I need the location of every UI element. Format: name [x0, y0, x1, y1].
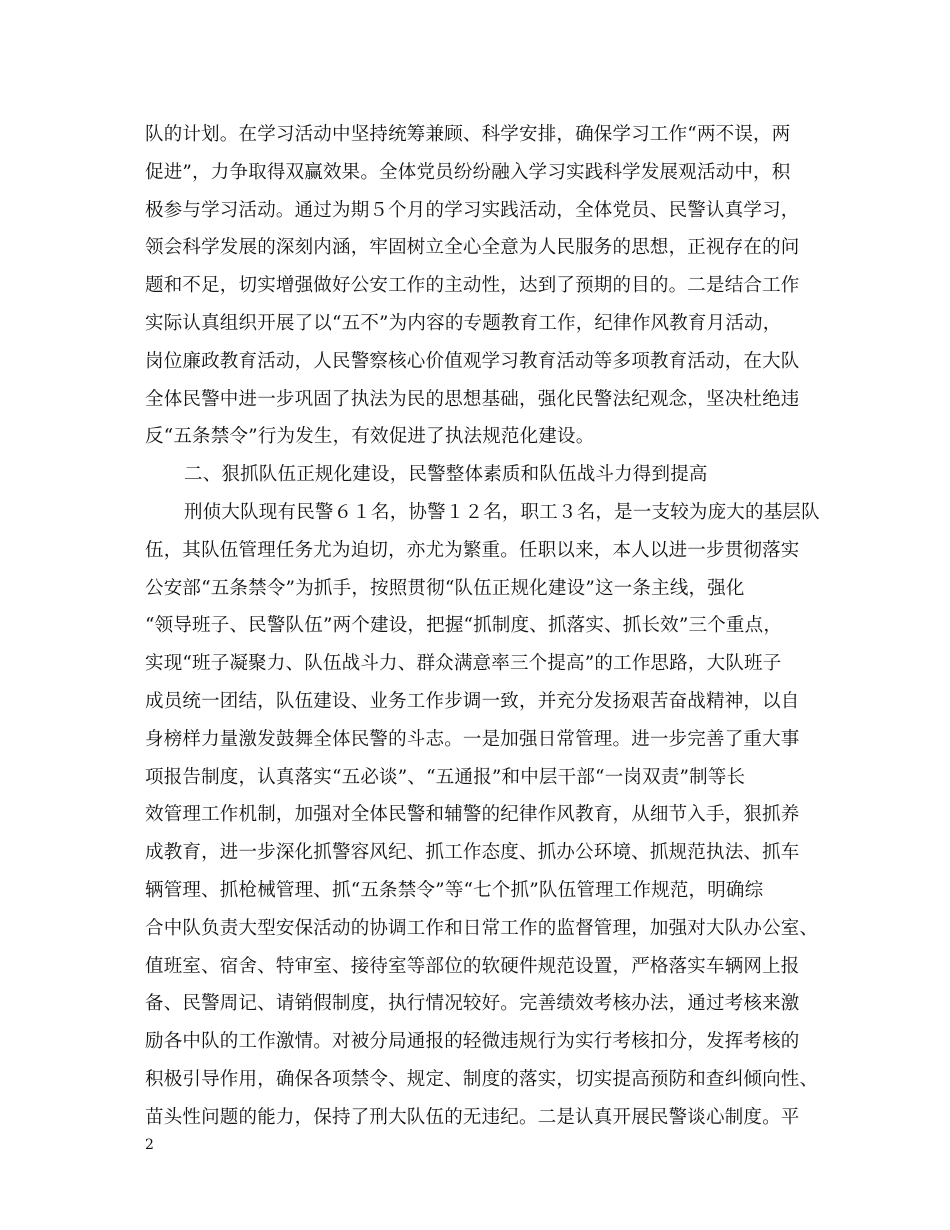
page-number: 2: [145, 1137, 154, 1153]
text-line: 值班室、宿舍、特审室、接待室等部位的软硬件规范设置，严格落实车辆网上报: [145, 955, 800, 977]
text-line: 领会科学发展的深刻内涵，牢固树立全心全意为人民服务的思想，正视存在的问: [145, 237, 800, 259]
text-line: 苗头性问题的能力，保持了刑大队伍的无违纪。二是认真开展民警谈心制度。平: [145, 1106, 800, 1128]
text-line: 励各中队的工作激情。对被分局通报的轻微违规行为实行考核扣分，发挥考核的: [145, 1031, 800, 1053]
text-line: 备、民警周记、请销假制度，执行情况较好。完善绩效考核办法，通过考核来激: [145, 993, 800, 1015]
text-line: 辆管理、抓枪械管理、抓“五条禁令”等“七个抓”队伍管理工作规范，明确综: [145, 879, 764, 901]
text-line: 反“五条禁令”行为发生，有效促进了执法规范化建设。: [145, 426, 595, 448]
section-heading: 二、狠抓队伍正规化建设，民警整体素质和队伍战斗力得到提高: [184, 464, 708, 486]
text-line: 题和不足，切实增强做好公安工作的主动性，达到了预期的目的。二是结合工作: [145, 275, 800, 297]
text-line: 伍，其队伍管理任务尤为迫切，亦尤为繁重。任职以来，本人以进一步贯彻落实: [145, 539, 800, 561]
body-text: [145, 116, 820, 1137]
text-line: 实现“班子凝聚力、队伍战斗力、群众满意率三个提高”的工作思路，大队班子: [145, 653, 782, 675]
text-line: 效管理工作机制，加强对全体民警和辅警的纪律作风教育，从细节入手，狠抓养: [145, 804, 800, 826]
text-line: “领导班子、民警队伍”两个建设，把握“抓制度、抓落实、抓长效”三个重点，: [145, 615, 783, 637]
text-line: 成教育，进一步深化抓警容风纪、抓工作态度、抓办公环境、抓规范执法、抓车: [145, 842, 800, 864]
text-line: 合中队负责大型安保活动的协调工作和日常工作的监督管理，加强对大队办公室、: [145, 917, 819, 939]
text-line: 促进”，力争取得双赢效果。全体党员纷纷融入学习实践科学发展观活动中，积: [145, 161, 791, 183]
text-line: 成员统一团结，队伍建设、业务工作步调一致，并充分发扬艰苦奋战精神，以自: [145, 690, 800, 712]
text-line: 全体民警中进一步巩固了执法为民的思想基础，强化民警法纪观念，坚决杜绝违: [145, 388, 800, 410]
text-line: 积极引导作用，确保各项禁令、规定、制度的落实，切实提高预防和查纠倾向性、: [145, 1068, 819, 1090]
text-line: 项报告制度，认真落实“五必谈”、“五通报”和中层干部“一岗双责”制等长: [145, 766, 746, 788]
text-line: 刑侦大队现有民警６１名，协警１２名，职工３名，是一支较为庞大的基层队: [184, 501, 820, 523]
text-line: 身榜样力量激发鼓舞全体民警的斗志。一是加强日常管理。进一步完善了重大事: [145, 728, 800, 750]
text-line: 公安部“五条禁令”为抓手，按照贯彻“队伍正规化建设”这一条主线，强化: [145, 577, 745, 599]
text-line: 极参与学习活动。通过为期５个月的学习实践活动，全体党员、民警认真学习，: [145, 199, 800, 221]
text-line: 实际认真组织开展了以“五不”为内容的专题教育工作，纪律作风教育月活动，: [145, 312, 782, 334]
text-line: 队的计划。在学习活动中坚持统筹兼顾、科学安排，确保学习工作“两不误，两: [145, 124, 791, 145]
text-line: 岗位廉政教育活动，人民警察核心价值观学习教育活动等多项教育活动，在大队: [145, 350, 800, 372]
